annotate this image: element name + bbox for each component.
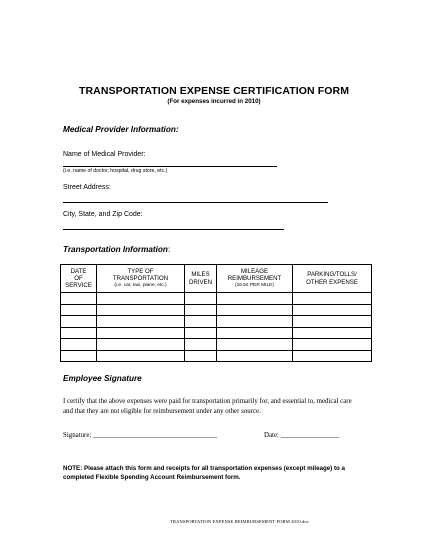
header-line: DATE xyxy=(70,267,87,275)
signature-section-heading: Employee Signature xyxy=(63,374,142,383)
table-row xyxy=(61,293,372,305)
document-footer: TRANSPORTATION EXPENSE REIMBURSEMENT FORM 2010.doc xyxy=(170,519,309,524)
table-row xyxy=(61,339,372,351)
header-line: OTHER EXPENSE xyxy=(306,278,358,286)
table-cell[interactable] xyxy=(293,304,372,316)
table-cell[interactable] xyxy=(185,304,217,316)
table-cell[interactable] xyxy=(217,350,293,362)
header-line: MILES xyxy=(191,271,210,279)
date-line[interactable]: _________________ xyxy=(280,432,340,439)
table-cell[interactable] xyxy=(61,350,97,362)
table-cell[interactable] xyxy=(185,339,217,351)
table-row xyxy=(61,316,372,328)
provider-name-line[interactable] xyxy=(63,166,277,167)
header-hint: (i.e. car, taxi, plane, etc.) xyxy=(114,283,167,289)
table-cell[interactable] xyxy=(217,327,293,339)
table-cell[interactable] xyxy=(217,293,293,305)
table-cell[interactable] xyxy=(185,316,217,328)
city-state-zip-label: City, State, and Zip Code: xyxy=(63,211,143,218)
table-cell[interactable] xyxy=(61,339,97,351)
transportation-heading-text: Transportation Information xyxy=(63,245,168,254)
table-cell[interactable] xyxy=(97,293,185,305)
table-cell[interactable] xyxy=(217,316,293,328)
header-hint: (16.5¢ PER MILE) xyxy=(235,283,274,289)
certification-text: I certify that the above expenses were paid for transportation primarily for, and essential to, medical care and that they are not eligible for reimbursement under any other source. xyxy=(63,398,352,415)
transportation-section-heading xyxy=(63,245,170,254)
header-line: TYPE OF xyxy=(127,267,154,275)
header-line: OF xyxy=(74,274,83,282)
signature-field xyxy=(63,432,217,439)
table-row xyxy=(61,327,372,339)
provider-name-hint: (i.e. name of doctor, hospital, drug store, etc.) xyxy=(63,168,168,174)
street-address-line[interactable] xyxy=(63,202,328,203)
table-cell[interactable] xyxy=(61,316,97,328)
signature-line[interactable]: ____________________________________ xyxy=(93,432,218,439)
table-cell[interactable] xyxy=(97,327,185,339)
signature-label: Signature: xyxy=(63,432,92,439)
provider-name-label: Name of Medical Provider: xyxy=(63,151,146,158)
table-cell[interactable] xyxy=(185,293,217,305)
table-cell[interactable] xyxy=(97,350,185,362)
table-cell[interactable] xyxy=(293,327,372,339)
table-cell[interactable] xyxy=(293,316,372,328)
attachment-note: NOTE: Please attach this form and receipts for all transportation expenses (except mileage) to a completed Flexible Spending Account Reimbursement form. xyxy=(63,465,345,481)
street-address-label: Street Address: xyxy=(63,184,111,191)
table-cell[interactable] xyxy=(61,304,97,316)
date-field xyxy=(264,432,339,439)
table-header-row xyxy=(61,265,372,293)
column-header-date xyxy=(61,265,97,293)
table-cell[interactable] xyxy=(61,293,97,305)
table-cell[interactable] xyxy=(217,304,293,316)
column-header-type xyxy=(97,265,185,293)
table-cell[interactable] xyxy=(185,350,217,362)
column-header-parking-tolls xyxy=(293,265,372,293)
table-cell[interactable] xyxy=(293,339,372,351)
table-cell[interactable] xyxy=(185,327,217,339)
table-row xyxy=(61,304,372,316)
table-cell[interactable] xyxy=(97,339,185,351)
form-title: TRANSPORTATION EXPENSE CERTIFICATION FORM xyxy=(78,85,350,97)
table-cell[interactable] xyxy=(97,316,185,328)
table-cell[interactable] xyxy=(293,350,372,362)
table-cell[interactable] xyxy=(61,327,97,339)
table-row xyxy=(61,350,372,362)
transportation-table xyxy=(60,264,372,362)
form-subtitle: (For expenses incurred in 2010) xyxy=(167,98,261,105)
table-cell[interactable] xyxy=(293,293,372,305)
city-state-zip-line[interactable] xyxy=(63,229,284,230)
header-line: DRIVEN xyxy=(188,278,213,286)
header-line: SERVICE xyxy=(65,282,92,290)
header-line: REIMBURSEMENT xyxy=(227,274,282,282)
transportation-heading-colon: : xyxy=(167,245,171,254)
date-label: Date: xyxy=(264,432,279,439)
provider-section-heading: Medical Provider Information: xyxy=(63,125,179,134)
table-cell[interactable] xyxy=(97,304,185,316)
header-line: MILEAGE xyxy=(240,267,269,275)
header-line: PARKING/TOLLS/ xyxy=(307,271,357,279)
table-cell[interactable] xyxy=(217,339,293,351)
column-header-mileage-reimbursement xyxy=(217,265,293,293)
column-header-miles xyxy=(185,265,217,293)
header-line: TRANSPORTATION xyxy=(112,274,169,282)
